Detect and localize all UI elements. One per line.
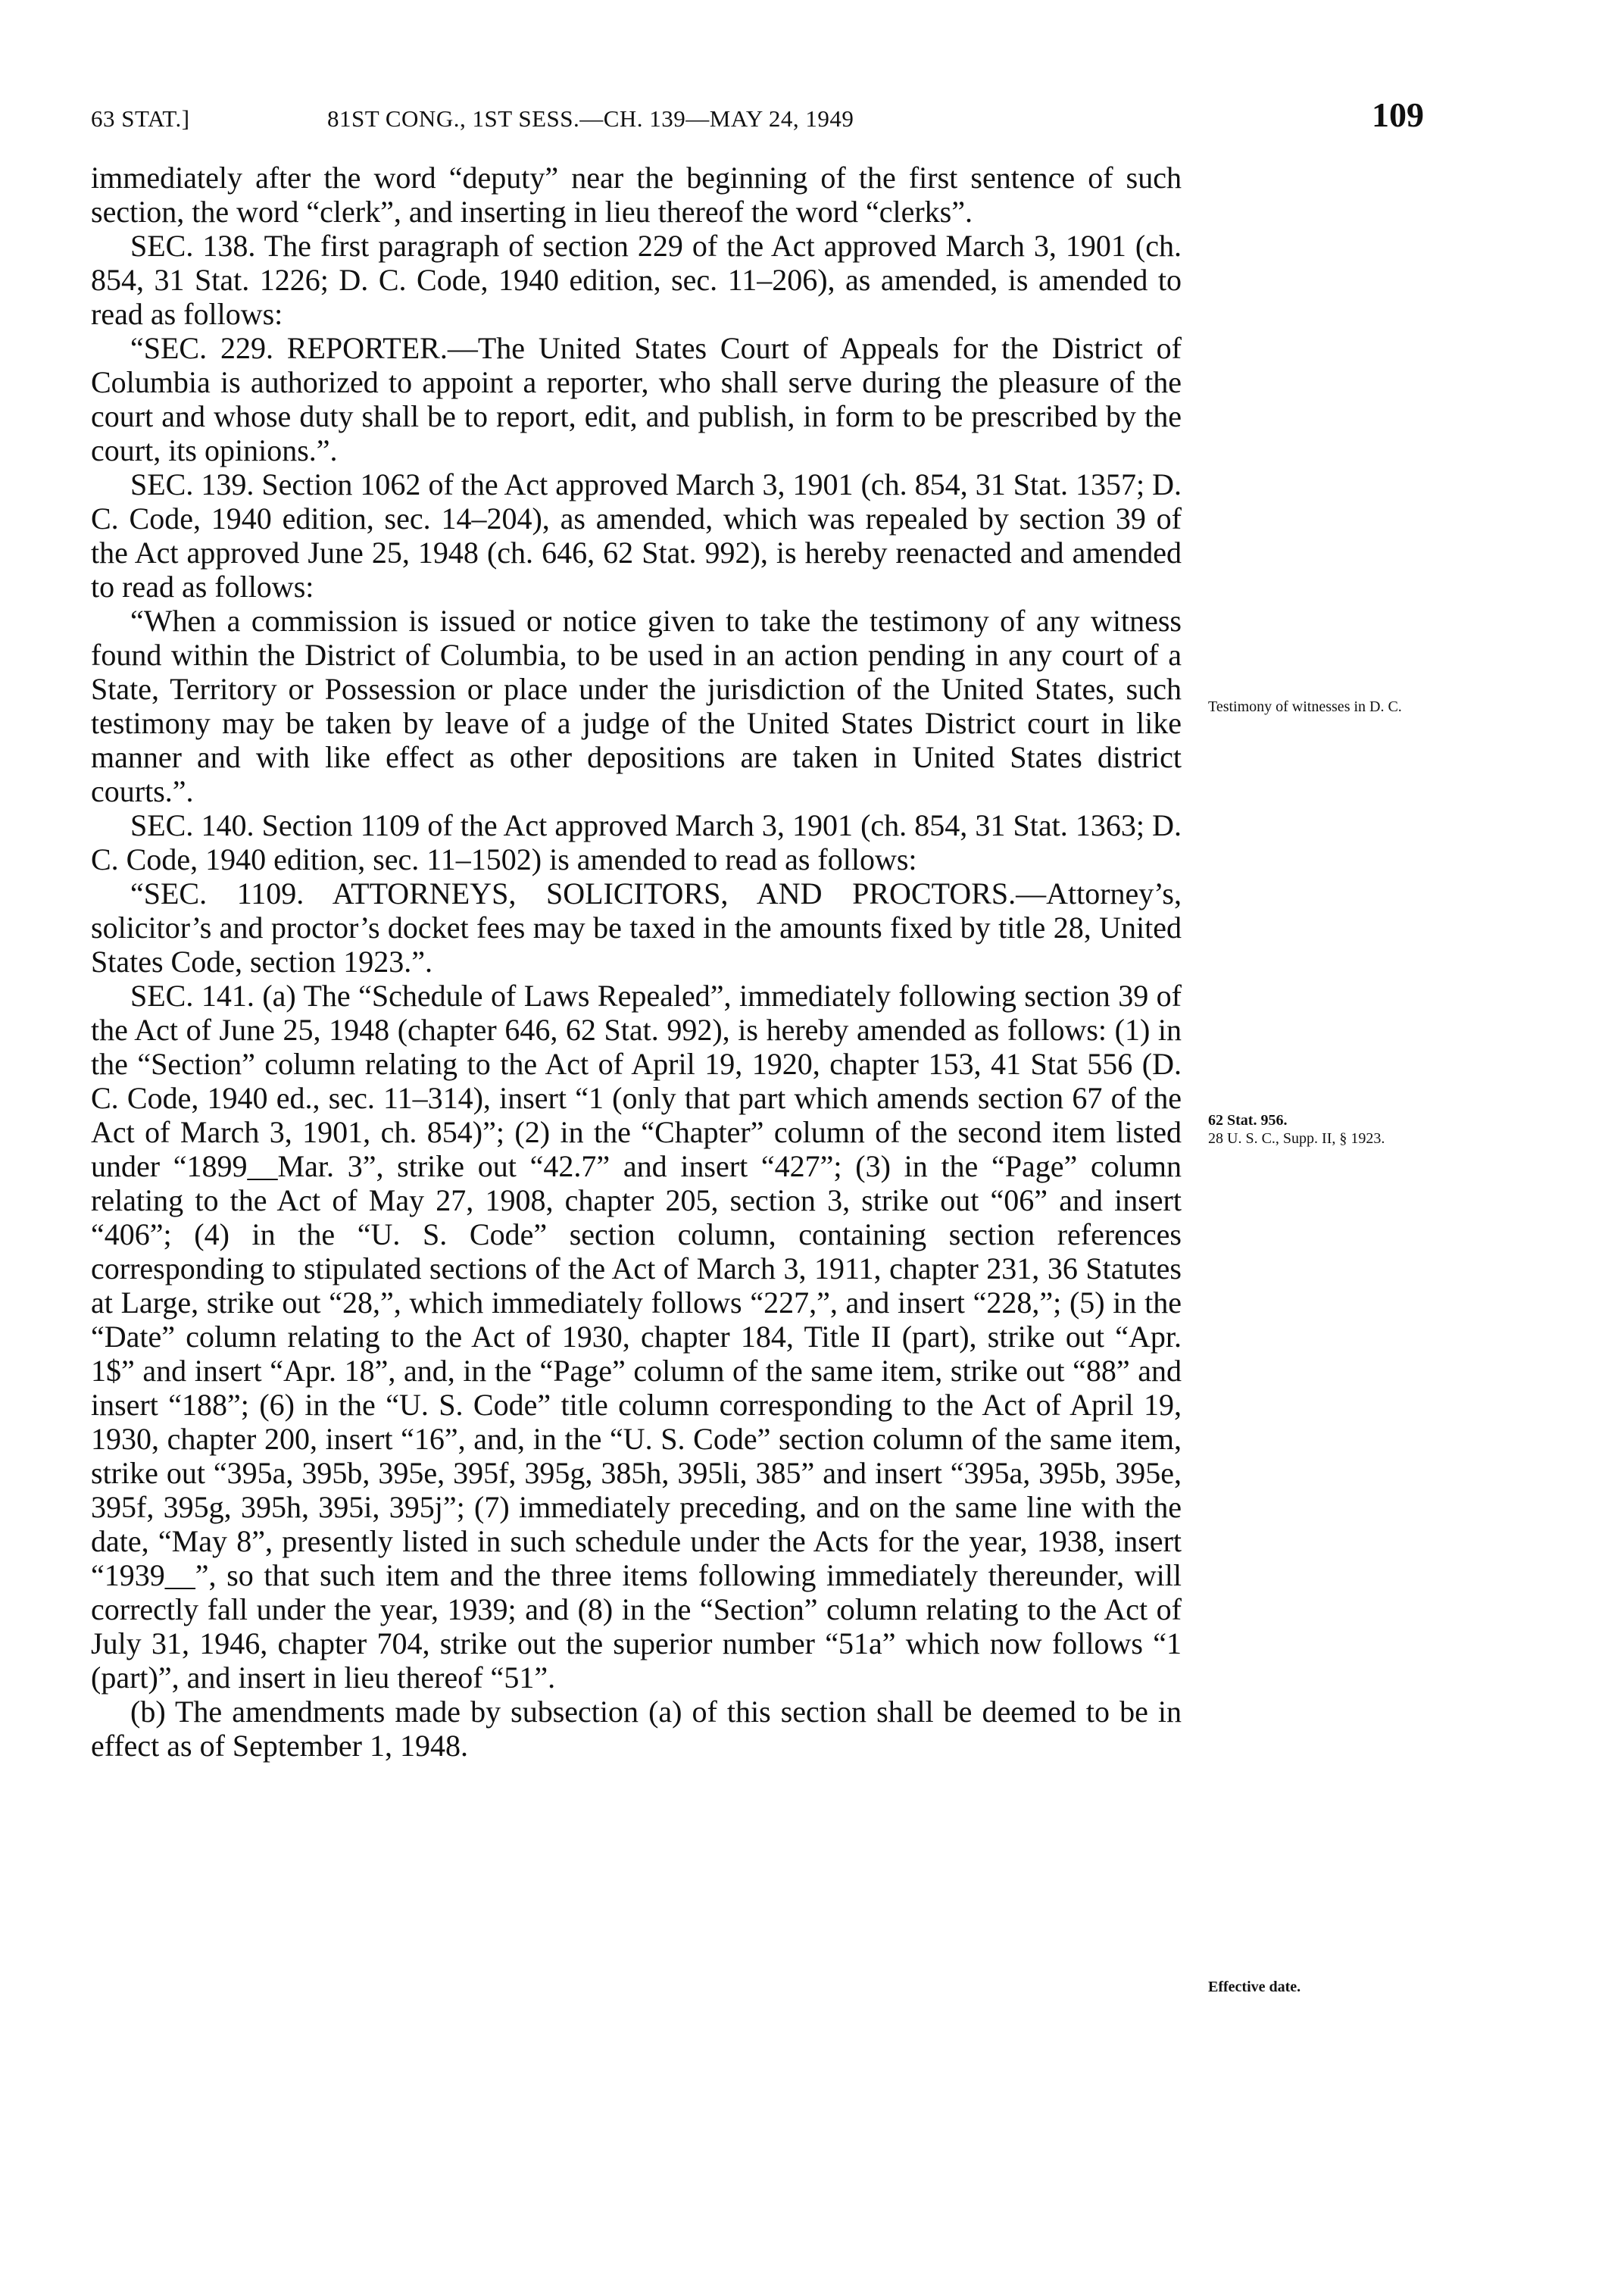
paragraph-continuation: immediately after the word “deputy” near the beginning of the first sentence of such section, the word “clerk”, and inserting in lieu thereof the word “clerks”.: [91, 161, 1182, 229]
paragraph-sec-1109-attorneys: “SEC. 1109. ATTORNEYS, SOLICITORS, AND PROCTORS.—Attorney’s, solicitor’s and proctor’s docket fees may be taxed in the amounts fixed by title 28, United States Code, section 1923.”.: [91, 876, 1182, 979]
paragraph-sec-141-a: SEC. 141. (a) The “Schedule of Laws Repealed”, immediately following section 39 of the Act of June 25, 1948 (chapter 646, 62 Stat. 992), is hereby amended as follows: (1) in the “Section” column relating to the Act of April 19, 1920, chapter 153, 41 Stat 556 (D. C. Code, 1940 ed., sec. 11–314), insert “1 (only that part which amends section 67 of the Act of March 3, 1901, ch. 854)”; (2) in the “Chapter” column of the second item listed under “1899__Mar. 3”, strike out “42.7” and insert “427”; (3) in the “Page” column relating to the Act of May 27, 1908, chapter 205, section 3, strike out “06” and insert “406”; (4) in the “U. S. Code” section column, containing section references corresponding to stipulated sections of the Act of March 3, 1911, chapter 231, 36 Statutes at Large, strike out “28,”, which immediately follows “227,”, and insert “228,”; (5) in the “Date” column relating to the Act of 1930, chapter 184, Title II (part), strike out “Apr. 1$” and insert “Apr. 18”, and, in the “Page” column of the same item, strike out “88” and insert “188”; (6) in the “U. S. Code” title column corresponding to the Act of April 19, 1930, chapter 200, insert “16”, and, in the “U. S. Code” section column of the same item, strike out “395a, 395b, 395e, 395f, 395g, 385h, 395li, 385” and insert “395a, 395b, 395e, 395f, 395g, 395h, 395i, 395j”; (7) immediately preceding, and on the same line with the date, “May 8”, presently listed in such schedule under the Acts for the year, 1938, insert “1939__”, so that such item and the three items following immediately thereunder, will correctly fall under the year, 1939; and (8) in the “Section” column relating to the Act of July 31, 1946, chapter 704, strike out the superior number “51a” which now follows “1 (part)”, and insert in lieu thereof “51”.: [91, 979, 1182, 1695]
margin-note-stat-ref: 62 Stat. 956.: [1208, 1112, 1288, 1129]
paragraph-sec-229-reporter: “SEC. 229. REPORTER.—The United States Court of Appeals for the District of Columbia is authorized to appoint a reporter, who shall serve during the pleasure of the court and whose duty shall be to report, edit, and publish, in form to be prescribed by the court, its opinions.”.: [91, 331, 1182, 467]
margin-note-testimony: Testimony of witnesses in D. C.: [1208, 698, 1402, 715]
paragraph-sec-139: SEC. 139. Section 1062 of the Act approved March 3, 1901 (ch. 854, 31 Stat. 1357; D. C. Code, 1940 edition, sec. 14–204), as amended, which was repealed by section 39 of the Act approved June 25, 1948 (ch. 646, 62 Stat. 992), is hereby reenacted and amended to read as follows:: [91, 467, 1182, 604]
statute-volume-label: 63 STAT.]: [91, 105, 190, 132]
paragraph-commission-testimony: “When a commission is issued or notice given to take the testimony of any witness found within the District of Columbia, to be used in an action pending in any court of a State, Territory or Possession or place under the jurisdiction of the United States, such testimony may be taken by leave of a judge of the United States District court in like manner and with like effect as other depositions are taken in United States district courts.”.: [91, 604, 1182, 808]
statute-body: [91, 161, 1182, 1763]
margin-note-usc-ref: 28 U. S. C., Supp. II, § 1923.: [1208, 1130, 1385, 1147]
paragraph-sec-138: SEC. 138. The first paragraph of section 229 of the Act approved March 3, 1901 (ch. 854, 31 Stat. 1226; D. C. Code, 1940 edition, sec. 11–206), as amended, is amended to read as follows:: [91, 229, 1182, 331]
paragraph-sec-140: SEC. 140. Section 1109 of the Act approved March 3, 1901 (ch. 854, 31 Stat. 1363; D. C. Code, 1940 edition, sec. 11–1502) is amended to read as follows:: [91, 808, 1182, 876]
page-number: 109: [1372, 95, 1424, 134]
margin-note-effective-date: Effective date.: [1208, 1979, 1301, 1995]
page-header: [91, 95, 1424, 140]
running-head: 81ST CONG., 1ST SESS.—CH. 139—MAY 24, 1949: [327, 105, 854, 132]
paragraph-sec-141-b: (b) The amendments made by subsection (a) of this section shall be deemed to be in effect as of September 1, 1948.: [91, 1695, 1182, 1763]
